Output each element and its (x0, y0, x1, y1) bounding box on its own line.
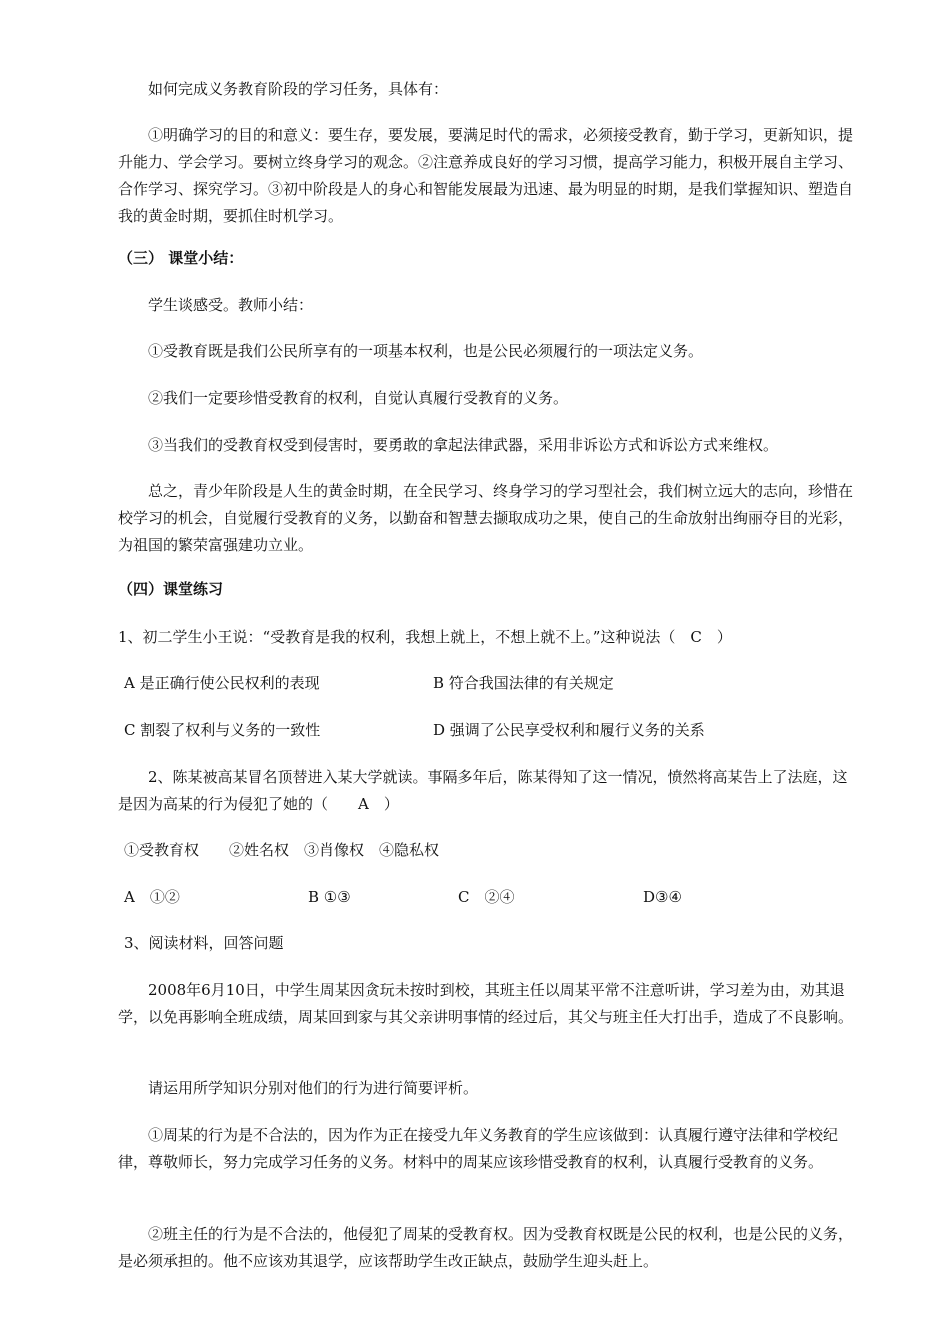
q1-option-b: B 符合我国法律的有关规定 (433, 674, 614, 692)
q3-answer-1: ①周某的行为是不合法的，因为作为正在接受九年义务教育的学生应该做到：认真履行遵守法律和学校纪律，尊敬师长，努力完成学习任务的义务。材料中的周某应该珍惜受教育的权利，认真履行受教育的义务。 (118, 1126, 839, 1171)
question-2: 2、陈某被高某冒名顶替进入某大学就读。事隔多年后，陈某得知了这一情况，愤然将高某告上了法庭，这是因为高某的行为侵犯了她的（ A ） (118, 768, 848, 813)
summary-point-2: ②我们一定要珍惜受教育的权利，自觉认真履行受教育的义务。 (118, 389, 569, 407)
q2-items: ①受教育权 ②姓名权 ③肖像权 ④隐私权 (124, 841, 440, 859)
intro-paragraph: 如何完成义务教育阶段的学习任务，具体有： (118, 80, 449, 98)
question-1: 1、初二学生小王说：“受教育是我的权利，我想上就上，不想上就不上。”这种说法（ C ） (118, 628, 732, 646)
section-heading-exercises: （四）课堂练习 (118, 580, 224, 598)
q2-option-a: A ①② (124, 888, 180, 906)
q3-prompt: 请运用所学知识分别对他们的行为进行简要评析。 (118, 1079, 479, 1097)
question-3: 3、阅读材料，回答问题 (124, 934, 284, 952)
q1-option-d: D 强调了公民享受权利和履行义务的关系 (433, 721, 705, 739)
section-heading-summary: （三） 课堂小结： (118, 249, 244, 267)
summary-point-3: ③当我们的受教育权受到侵害时，要勇敢的拿起法律武器，采用非诉讼方式和诉讼方式来维权。 (118, 436, 779, 454)
q3-answer-2: ②班主任的行为是不合法的，他侵犯了周某的受教育权。因为受教育权既是公民的权利，也是公民的义务，是必须承担的。他不应该劝其退学，应该帮助学生改正缺点，鼓励学生迎头赶上。 (118, 1225, 854, 1270)
q3-material: 2008年6月10日，中学生周某因贪玩未按时到校，其班主任以周某平常不注意听讲，学习差为由，劝其退学，以免再影响全班成绩，周某回到家与其父亲讲明事情的经过后，其父与班主任大打出手，造成了不良影响。 (118, 981, 854, 1026)
q2-option-b: B ①③ (308, 888, 351, 906)
summary-point-1: ①受教育既是我们公民所享有的一项基本权利，也是公民必须履行的一项法定义务。 (118, 342, 704, 360)
q2-option-d: D③④ (643, 888, 682, 906)
learning-tasks-paragraph: ①明确学习的目的和意义：要生存，要发展，要满足时代的需求，必须接受教育，勤于学习，更新知识，提升能力、学会学习。要树立终身学习的观念。②注意养成良好的学习习惯，提高学习能力，积极开展自主学习、合作学习、探究学习。③初中阶段是人的身心和智能发展最为迅速、最为明显的时期，是我们掌握知识、塑造自我的黄金时期，要抓住时机学习。 (118, 126, 854, 225)
conclusion-paragraph: 总之，青少年阶段是人生的黄金时期，在全民学习、终身学习的学习型社会，我们树立远大的志向，珍惜在校学习的机会，自觉履行受教育的义务，以勤奋和智慧去撷取成功之果，使自己的生命放射出绚丽夺目的光彩，为祖国的繁荣富强建功立业。 (118, 482, 854, 554)
q1-option-c: C 割裂了权利与义务的一致性 (124, 721, 321, 739)
summary-intro: 学生谈感受。教师小结： (118, 296, 314, 314)
q1-option-a: A 是正确行使公民权利的表现 (124, 674, 320, 692)
q2-option-c: C ②④ (458, 888, 515, 906)
